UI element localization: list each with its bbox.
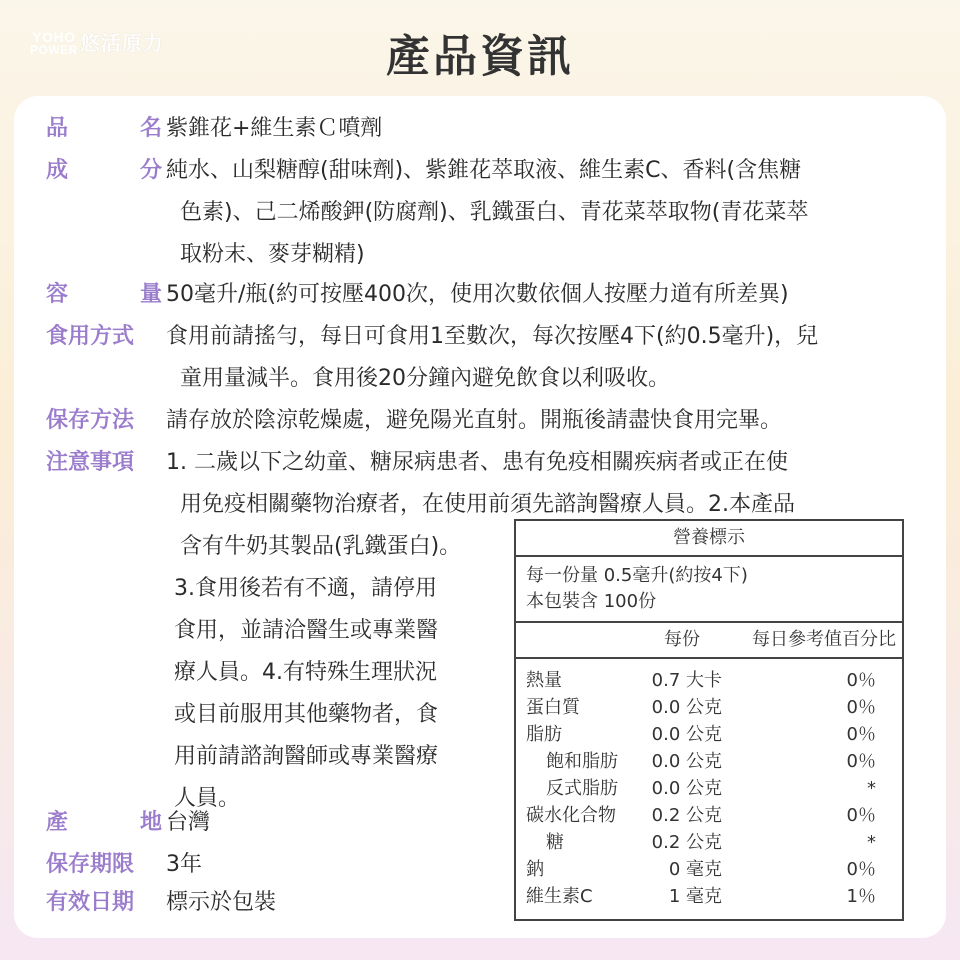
ingredients-line: 純水、山梨糖醇(甜味劑)、紫錐花萃取液、維生素C、香料(含焦糖 — [166, 158, 802, 183]
notes-line: 用前請諮詢醫師或專業醫療 — [174, 744, 439, 769]
label-char: 名 — [139, 116, 162, 141]
page-title: 產品資訊 — [386, 31, 574, 82]
nutrition-row — [516, 829, 902, 856]
nutrient-name: 脂肪 — [526, 724, 562, 745]
origin-value: 台灣 — [166, 810, 211, 835]
nutrition-rows — [516, 659, 902, 910]
shelf-life-label: 保存期限 — [46, 852, 135, 877]
volume-label — [46, 274, 162, 316]
nutrition-column-header — [516, 623, 902, 659]
nutrition-col-daily: 每日參考值百分比 — [752, 629, 896, 650]
notes-line: 含有牛奶其製品(乳鐵蛋白)。 — [180, 534, 462, 559]
nutrient-daily-percent: 0％ — [846, 670, 876, 691]
notes-row — [46, 442, 906, 484]
ingredients-label — [46, 150, 162, 192]
brand-logo-zh: 悠活原力 — [79, 31, 164, 55]
nutrient-name: 熱量 — [526, 670, 562, 691]
label-char: 量 — [139, 282, 162, 307]
notes-line: 食用，並請洽醫生或專業醫 — [174, 618, 439, 643]
nutrition-row — [516, 802, 902, 829]
ingredients-line: 取粉末、麥芽糊精) — [180, 242, 365, 267]
expiry-value: 標示於包裝 — [166, 890, 277, 915]
nutrient-name: 糖 — [546, 832, 564, 853]
nutrition-serving-size: 每一份量 0.5毫升(約按4下) — [526, 565, 748, 586]
storage-row — [46, 400, 906, 442]
volume-value: 50毫升/瓶(約可按壓400次，使用次數依個人按壓力道有所差異) — [166, 282, 789, 307]
nutrient-name: 碳水化合物 — [526, 805, 616, 826]
nutrient-daily-percent: * — [867, 832, 876, 853]
label-char: 成 — [46, 158, 69, 183]
nutrient-name: 維生素C — [526, 886, 593, 907]
nutrient-name: 飽和脂肪 — [546, 751, 618, 772]
nutrient-daily-percent: * — [867, 778, 876, 799]
usage-label: 食用方式 — [46, 324, 135, 349]
notes-label: 注意事項 — [46, 450, 135, 475]
nutrition-row — [516, 694, 902, 721]
nutrition-row — [516, 721, 902, 748]
nutrient-amount: 0.0 公克 — [651, 724, 722, 745]
origin-row — [46, 802, 516, 844]
volume-row — [46, 274, 906, 316]
nutrient-daily-percent: 0％ — [846, 805, 876, 826]
nutrient-daily-percent: 0％ — [846, 751, 876, 772]
nutrient-amount: 0.2 公克 — [651, 805, 722, 826]
storage-value: 請存放於陰涼乾燥處，避免陽光直射。開瓶後請盡快食用完畢。 — [166, 408, 783, 433]
notes-line: 或目前服用其他藥物者，食 — [174, 702, 439, 727]
usage-line: 童用量減半。食用後20分鐘內避免飲食以利吸收。 — [180, 366, 670, 391]
nutrition-row — [516, 856, 902, 883]
nutrient-amount: 0 毫克 — [668, 859, 722, 880]
label-char: 品 — [46, 116, 69, 141]
nutrient-daily-percent: 1％ — [846, 886, 876, 907]
nutrient-daily-percent: 0％ — [846, 697, 876, 718]
nutrition-row — [516, 775, 902, 802]
nutrient-name: 鈉 — [526, 859, 544, 880]
nutrition-serving-info — [516, 557, 902, 623]
nutrient-name: 蛋白質 — [526, 697, 580, 718]
brand-logo-en-top: YOHO — [32, 29, 76, 45]
nutrition-col-per-serving: 每份 — [664, 629, 700, 650]
nutrient-amount: 0.0 公克 — [651, 697, 722, 718]
nutrition-table — [514, 519, 904, 921]
nutrient-amount: 1 毫克 — [668, 886, 722, 907]
notes-line: 人員。 — [174, 786, 241, 811]
shelf-life-row — [46, 844, 516, 886]
ingredients-line: 色素)、己二烯酸鉀(防腐劑)、乳鐵蛋白、青花菜萃取物(青花菜萃 — [180, 200, 809, 225]
nutrition-row — [516, 748, 902, 775]
expiry-label: 有效日期 — [46, 890, 135, 915]
nutrient-daily-percent: 0％ — [846, 859, 876, 880]
label-char: 產 — [46, 810, 69, 835]
label-char: 容 — [46, 282, 69, 307]
origin-label — [46, 802, 162, 844]
shelf-life-value: 3年 — [166, 852, 202, 877]
label-char: 地 — [139, 810, 162, 835]
ingredients-row — [46, 150, 906, 276]
product-name-value: 紫錐花+維生素Ｃ噴劑 — [166, 116, 383, 141]
nutrition-title: 營養標示 — [516, 521, 902, 557]
nutrition-row — [516, 667, 902, 694]
usage-row — [46, 316, 906, 400]
nutrient-amount: 0.2 公克 — [651, 832, 722, 853]
notes-line: 療人員。4.有特殊生理狀況 — [174, 660, 437, 685]
nutrient-amount: 0.0 公克 — [651, 751, 722, 772]
nutrition-servings: 本包裝含 100份 — [526, 591, 657, 612]
nutrient-name: 反式脂肪 — [546, 778, 618, 799]
notes-line: 1. 二歲以下之幼童、糖尿病患者、患有免疫相關疾病者或正在使 — [166, 450, 788, 475]
brand-logo-en-bottom: POWER — [30, 43, 78, 57]
notes-line: 3.食用後若有不適，請停用 — [174, 576, 437, 601]
usage-line: 食用前請搖勻，每日可食用1至數次，每次按壓4下(約0.5毫升)，兒 — [166, 324, 819, 349]
product-name-row — [46, 108, 906, 150]
nutrient-daily-percent: 0％ — [846, 724, 876, 745]
expiry-row — [46, 882, 516, 924]
label-char: 分 — [139, 158, 162, 183]
notes-line: 用免疫相關藥物治療者，在使用前須先諮詢醫療人員。2.本產品 — [180, 492, 795, 517]
nutrient-amount: 0.7 大卡 — [651, 670, 722, 691]
nutrient-amount: 0.0 公克 — [651, 778, 722, 799]
product-name-label — [46, 108, 162, 150]
nutrition-row — [516, 883, 902, 910]
storage-label: 保存方法 — [46, 408, 135, 433]
